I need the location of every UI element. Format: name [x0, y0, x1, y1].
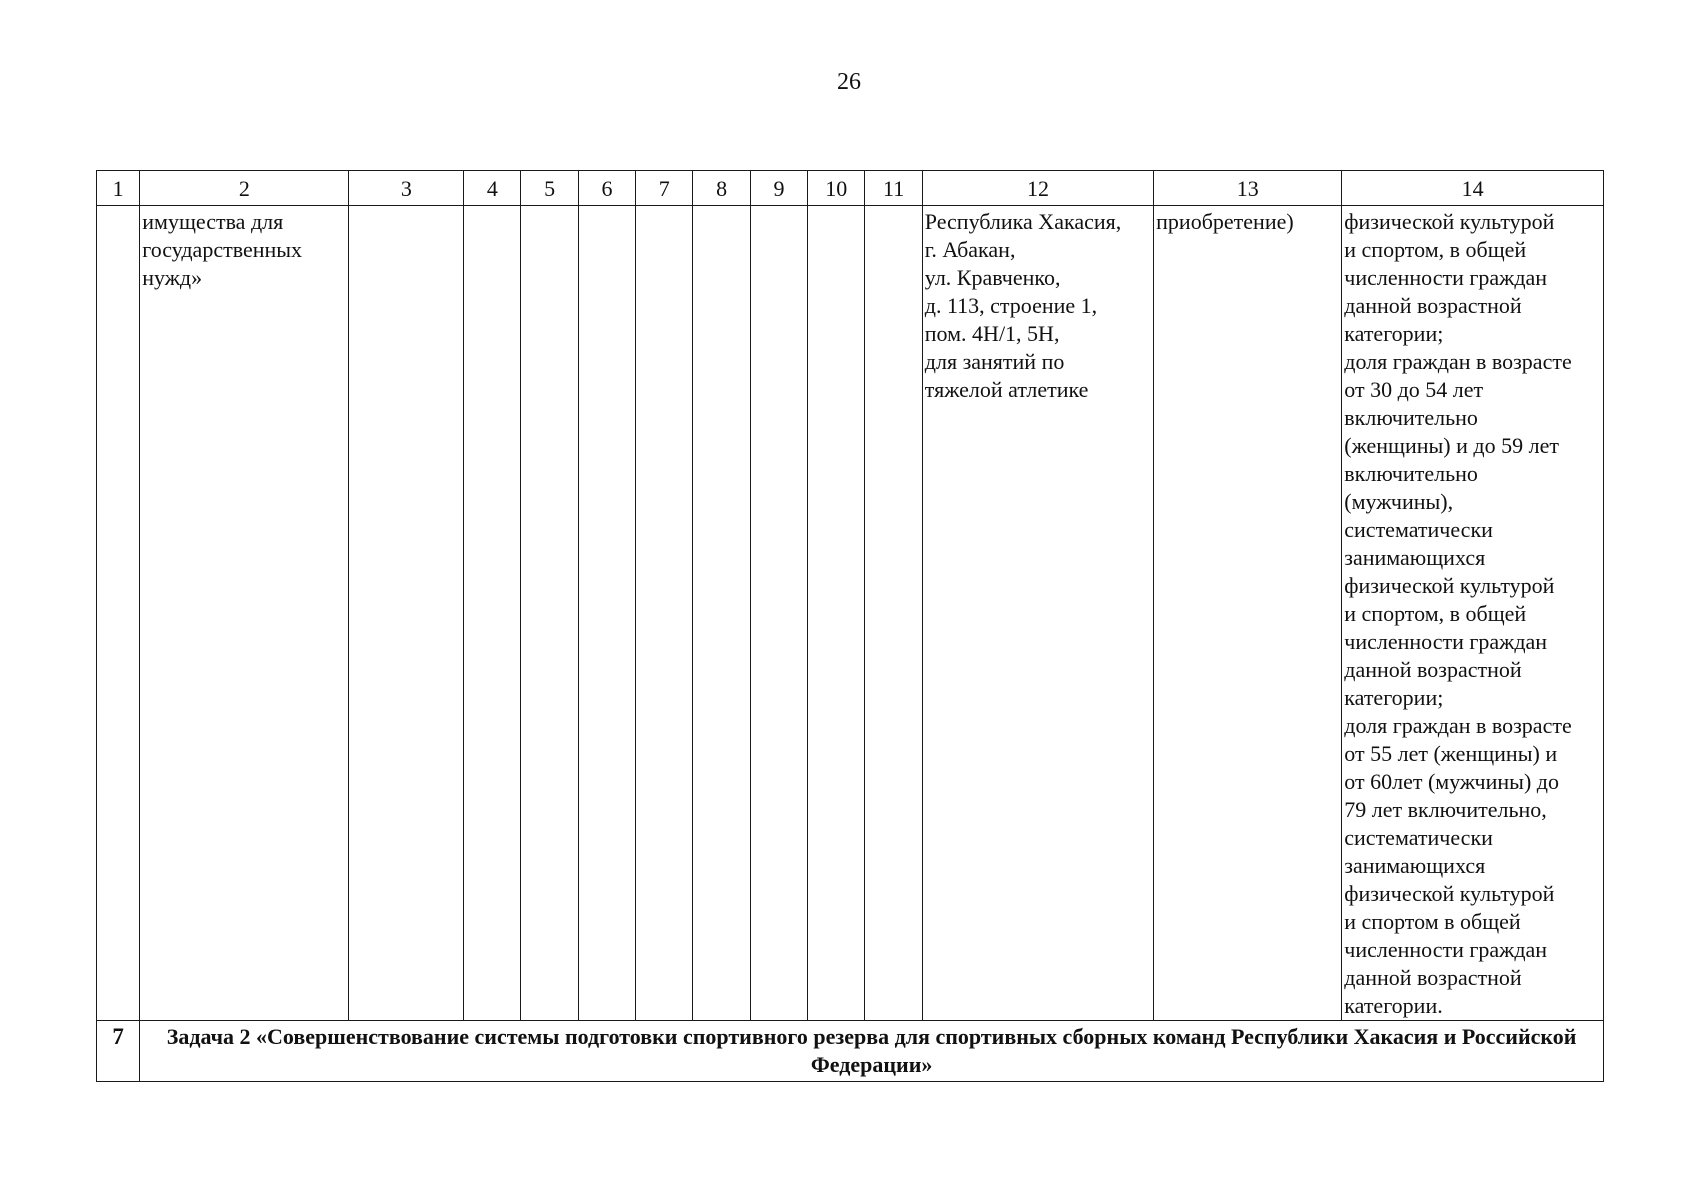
column-header-3: 3 — [349, 171, 464, 206]
task-number: 7 — [97, 1021, 140, 1082]
cell-col-9 — [750, 206, 807, 1021]
cell-col-8 — [693, 206, 750, 1021]
cell-col-2-text: имущества для государственных нужд» — [142, 209, 303, 290]
cell-col-14-text: физической культурой и спортом, в общей численности граждан данной возрастной категории; доля граждан в возрасте от 30 до 54 лет включительно (женщины) и до 59 лет включительно (мужчины), систематически занимающихся физической культурой и спортом, в общей численности граждан данной возрастной категории; доля граждан в возрасте от 55 лет (женщины) и от 60лет (мужчины) до 79 лет включительно, систематически занимающихся физической культурой и спортом в общей численности граждан данной возрастной категории. — [1344, 209, 1572, 1018]
page-number: 26 — [837, 69, 861, 95]
column-header-14: 14 — [1342, 171, 1604, 206]
column-header-4: 4 — [464, 171, 521, 206]
column-header-13: 13 — [1154, 171, 1342, 206]
cell-col-6 — [578, 206, 635, 1021]
cell-col-7 — [636, 206, 693, 1021]
cell-col-4 — [464, 206, 521, 1021]
column-header-11: 11 — [865, 171, 922, 206]
cell-col-14 — [1342, 206, 1604, 1021]
cell-col-13-text: приобретение) — [1156, 209, 1294, 234]
cell-col-3 — [349, 206, 464, 1021]
task-title: Задача 2 «Совершенствование системы подготовки спортивного резерва для спортивных сборных команд Республики Хакасия и Российской Федерации» — [140, 1021, 1604, 1082]
cell-col-10 — [808, 206, 865, 1021]
column-header-12: 12 — [922, 171, 1153, 206]
document-table — [96, 170, 1604, 1082]
column-header-9: 9 — [750, 171, 807, 206]
cell-col-2 — [140, 206, 349, 1021]
column-header-6: 6 — [578, 171, 635, 206]
column-header-2: 2 — [140, 171, 349, 206]
column-header-1: 1 — [97, 171, 140, 206]
cell-col-13 — [1154, 206, 1342, 1021]
table-row — [97, 206, 1604, 1021]
cell-col-11 — [865, 206, 922, 1021]
column-header-7: 7 — [636, 171, 693, 206]
table-header-row — [97, 171, 1604, 206]
column-header-10: 10 — [808, 171, 865, 206]
column-header-8: 8 — [693, 171, 750, 206]
cell-col-1 — [97, 206, 140, 1021]
cell-col-12 — [922, 206, 1153, 1021]
task-row — [97, 1021, 1604, 1082]
cell-col-5 — [521, 206, 578, 1021]
column-header-5: 5 — [521, 171, 578, 206]
cell-col-12-text: Республика Хакасия, г. Абакан, ул. Кравченко, д. 113, строение 1, пом. 4Н/1, 5Н, для занятий по тяжелой атлетике — [924, 209, 1122, 402]
